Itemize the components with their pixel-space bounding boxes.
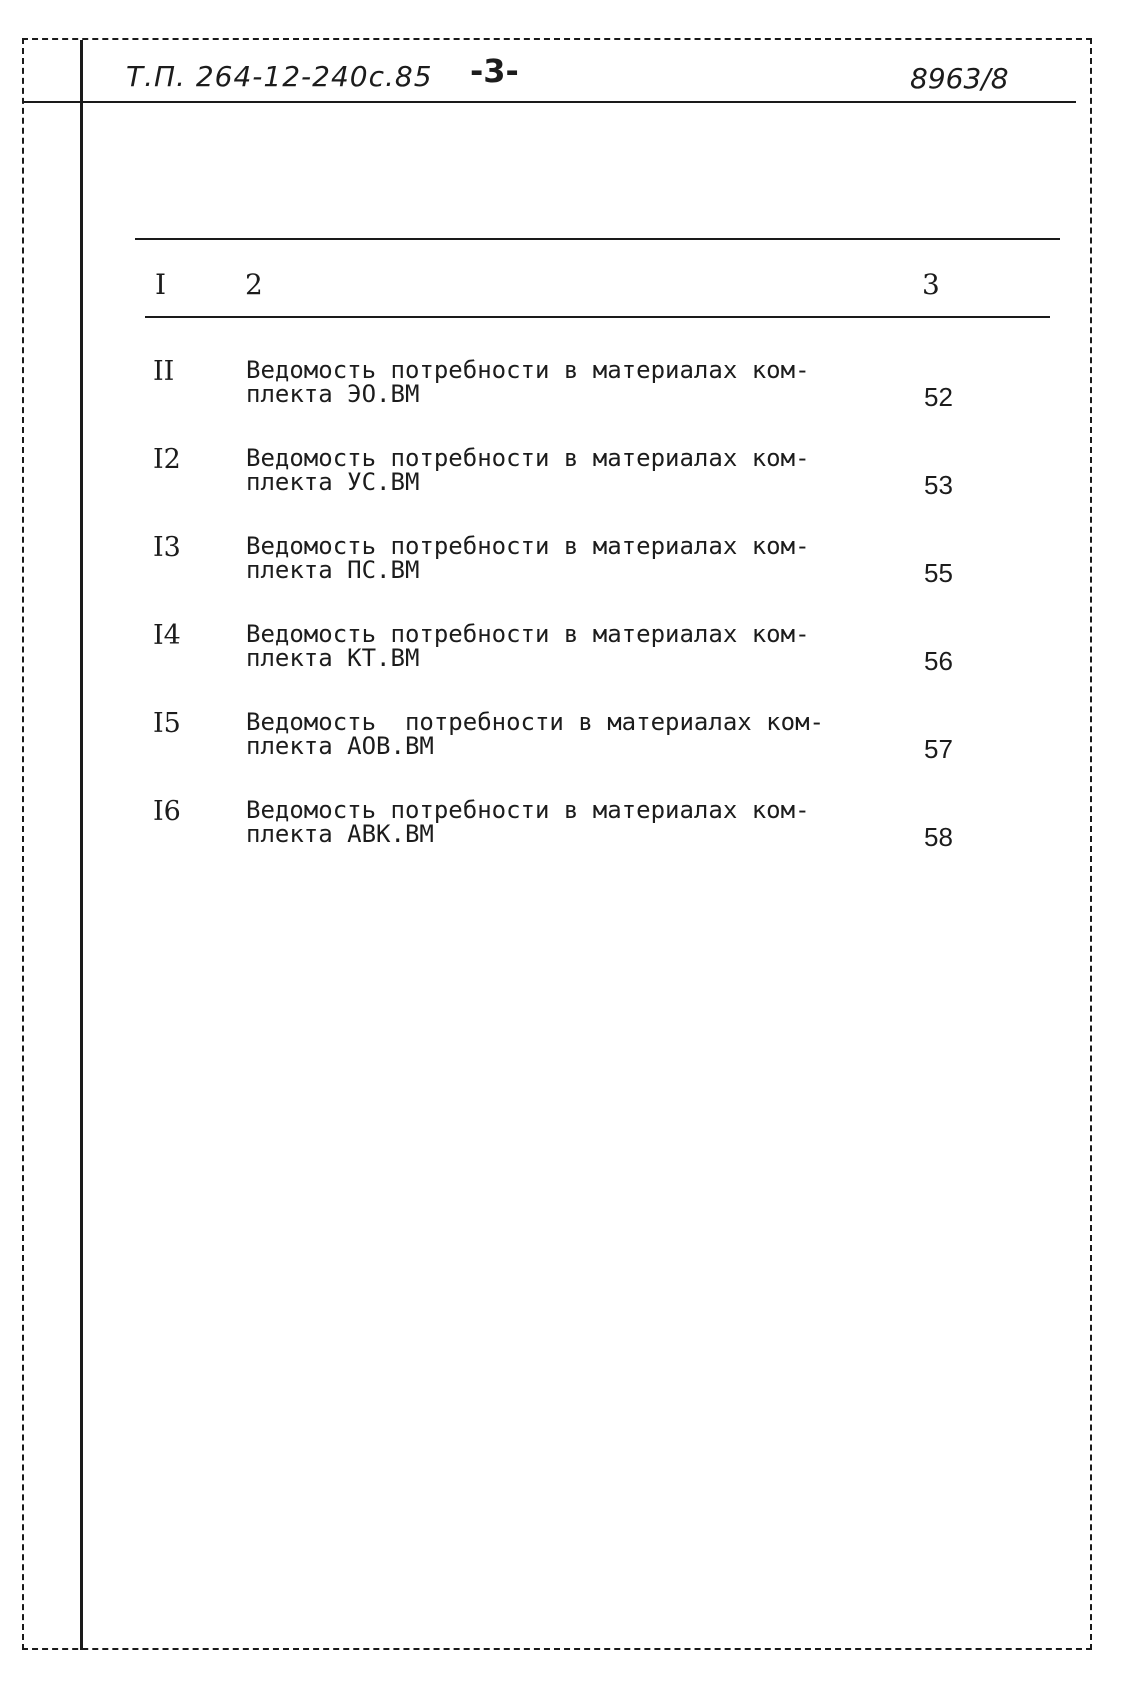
- table-row: [0, 708, 1124, 788]
- row-title-line: плекта ПС.ВМ: [246, 556, 420, 584]
- row-title-line: Ведомость потребности в материалах ком-: [246, 532, 810, 560]
- column-header-number: I: [155, 268, 167, 301]
- row-number: I6: [153, 796, 181, 827]
- row-title-line: плекта ЭО.ВМ: [246, 380, 420, 408]
- row-title: [246, 358, 810, 406]
- row-title-line: плекта УС.ВМ: [246, 468, 420, 496]
- row-title-line: плекта КТ.ВМ: [246, 644, 420, 672]
- row-title-line: Ведомость потребности в материалах ком-: [246, 796, 810, 824]
- row-number: I3: [153, 532, 181, 563]
- header-rule: [22, 101, 1076, 103]
- inventory-number: 8963/8: [910, 62, 1009, 95]
- row-page: 53: [924, 470, 953, 500]
- table-top-rule: [135, 238, 1060, 240]
- row-title: [246, 622, 810, 670]
- table-row: [0, 620, 1124, 700]
- table-header-rule: [145, 316, 1050, 318]
- table-row: [0, 796, 1124, 876]
- row-title-line: Ведомость потребности в материалах ком-: [246, 444, 810, 472]
- row-page: 52: [924, 382, 953, 412]
- column-header-title: 2: [245, 268, 263, 301]
- row-title: [246, 534, 810, 582]
- row-number: I5: [153, 708, 181, 739]
- page-number: -3-: [470, 52, 519, 90]
- row-title-line: плекта АВК.ВМ: [246, 820, 434, 848]
- column-header-page: 3: [922, 268, 940, 301]
- row-page: 58: [924, 822, 953, 852]
- row-title-line: Ведомость потребности в материалах ком-: [246, 356, 810, 384]
- row-number: I2: [153, 444, 181, 475]
- row-page: 55: [924, 558, 953, 588]
- row-title: [246, 798, 810, 846]
- row-number: II: [153, 356, 175, 387]
- row-page: 56: [924, 646, 953, 676]
- document-code: Т.П. 264-12-240с.85: [126, 60, 433, 93]
- row-number: I4: [153, 620, 181, 651]
- row-page: 57: [924, 734, 953, 764]
- row-title-line: Ведомость потребности в материалах ком-: [246, 708, 824, 736]
- row-title: [246, 710, 824, 758]
- table-row: [0, 356, 1124, 436]
- table-row: [0, 532, 1124, 612]
- row-title-line: плекта АОВ.ВМ: [246, 732, 434, 760]
- row-title: [246, 446, 810, 494]
- row-title-line: Ведомость потребности в материалах ком-: [246, 620, 810, 648]
- table-row: [0, 444, 1124, 524]
